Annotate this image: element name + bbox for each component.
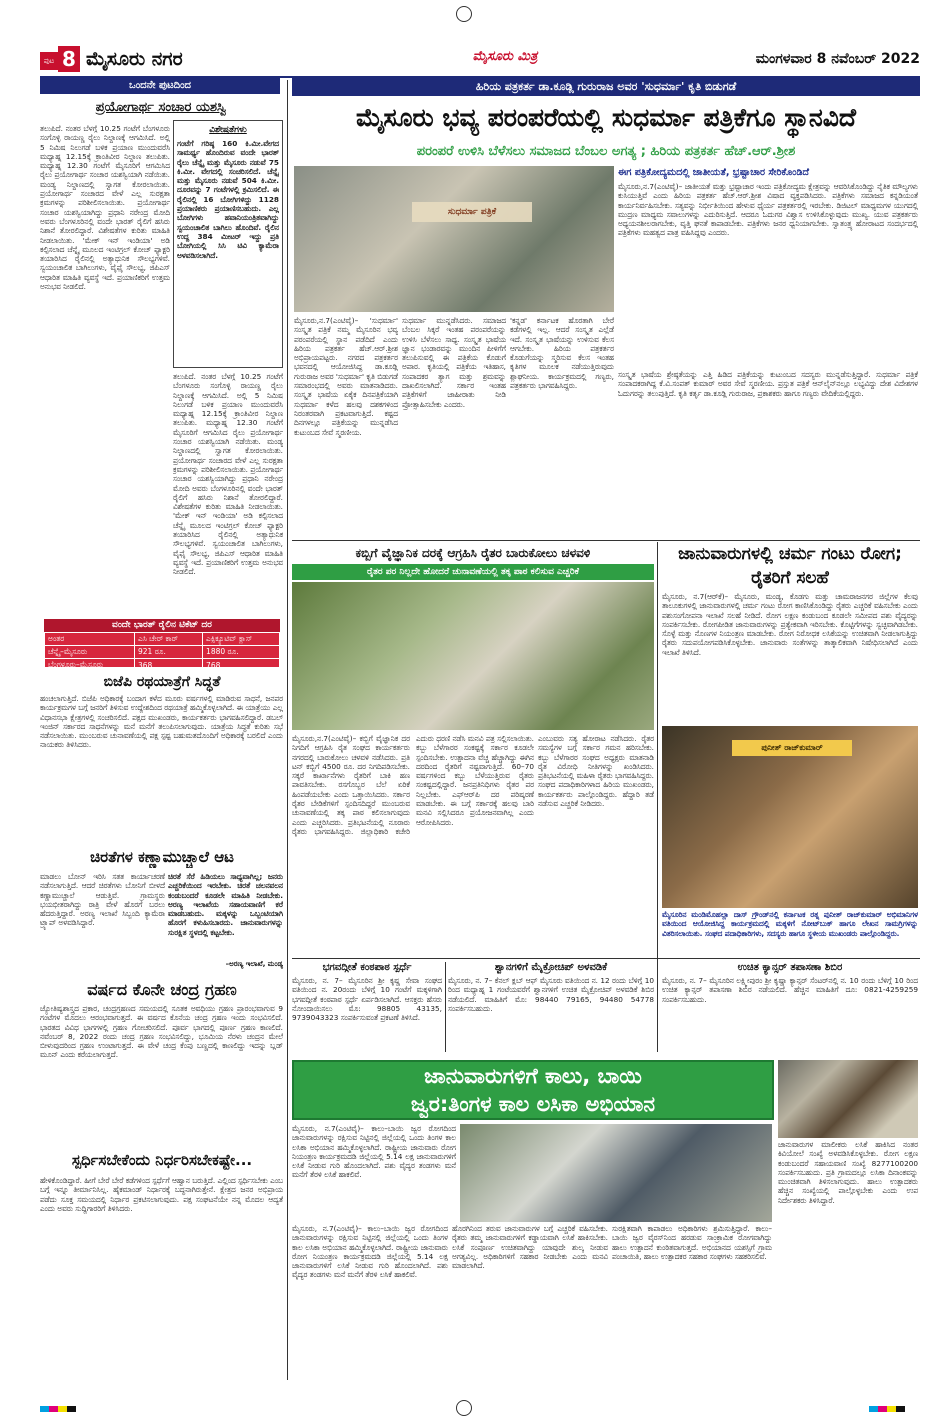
vaccine-headline-line2: ಜ್ವರ:ತಿಂಗಳ ಕಾಲ ಲಸಿಕಾ ಅಭಿಯಾನ xyxy=(410,1092,656,1116)
fare-header: ಅಂತರ xyxy=(45,633,135,646)
eclipse-story-body: ಜ್ಯೋತಿಷ್ಯಶಾಸ್ತ್ರದ ಪ್ರಕಾರ, ಚಂದ್ರಗ್ರಹಣದ ಸಮಯದಲ್ಲಿ ಸೂತಕ ಅವಧಿಯು ಗ್ರಹಣ ಪ್ರಾರಂಭವಾಗುವ 9 ಗಂಟೆಗಳ ಮೊದಲು ಆರಂಭವಾಗುತ್ತದೆ. ಈ ವರ್ಷದ ಕೊನೆಯ ಚಂದ್ರ ಗ್ರಹಣ ಇಂದು ಸಂಭವಿಸಲಿದೆ. ಭಾರತದ ವಿವಿಧ ಭಾಗಗಳಲ್ಲಿ ಗ್ರಹಣ ಗೋಚರಿಸಲಿದೆ. ಪೂರ್ವ ಭಾಗದಲ್ಲಿ ಪೂರ್ಣ ಗ್ರಹಣ ಕಾಣಲಿದೆ. ನವೆಂಬರ್ 8, 2022 ರಂದು ಚಂದ್ರ ಗ್ರಹಣ ಸಂಭವಿಸಲಿದ್ದು, ಭೂಮಿಯ ನೆರಳು ಚಂದ್ರನ ಮೇಲೆ ಬೀಳುವುದರಿಂದ ಗ್ರಹಣ ಉಂಟಾಗುತ್ತದೆ. ಈ ವೇಳೆ ಚಂದ್ರ ಕೆಂಪು ಬಣ್ಣದಲ್ಲಿ ಕಾಣಲಿದ್ದು ಇದನ್ನು ಬ್ಲಡ್ ಮೂನ್ ಎಂದು ಕರೆಯಲಾಗುತ್ತದೆ. xyxy=(40,1004,283,1060)
side-story-headline: ಈಗ ಪತ್ರಿಕೋದ್ಯಮದಲ್ಲಿ ಜಾತೀಯತೆ, ಭ್ರಷ್ಟಾಚಾರ ಸೇರಿಕೊಂಡಿದೆ xyxy=(618,167,809,178)
contest-headline: ಸ್ಪರ್ಧಿಸಬೇಕೆಂದು ನಿರ್ಧರಿಸಬೇಕಷ್ಟೇ... xyxy=(71,1151,253,1169)
fare-header: ಎಸಿ ಚೇರ್ ಕಾರ್ xyxy=(135,633,203,646)
book-release-photo xyxy=(294,166,614,312)
leopard-headline: ಚಿರತೆಗಳ ಕಣ್ಣಾಮುಚ್ಚಾಲೆ ಆಟ xyxy=(90,848,234,866)
lead-body-right: 'ಕನ್ನಡ' ಕರ್ನಾಟಕ ಹೊರತಾಗಿ ಬೇರೆ ಕಡೆಗಳಲ್ಲಿ ಇಲ್ಲ. ಆದರೆ ಸಂಸ್ಕೃತ ಎಲ್ಲೆಡೆ ಇದೆ. ಸಂಸ್ಕೃತ ಭಾಷೆಯನ್ನು ಉಳಿಸುವ ಕೆಲಸ ಆಗಬೇಕು. ಹಿರಿಯ ಪತ್ರಕರ್ತರ ಕೊಡುಗೆಯನ್ನು ಸ್ಮರಿಸುವ ಕೆಲಸ ಇಂತಹ ಕೃತಿಗಳ ಮೂಲಕ ನಡೆಯುತ್ತಿರುವುದು ಶ್ಲಾಘನೀಯ. ಕಾರ್ಯಕ್ರಮದಲ್ಲಿ ಗಣ್ಯರು, ಪತ್ರಕರ್ತರು ಭಾಗವಹಿಸಿದ್ದರು. xyxy=(510,316,614,391)
fare-cell: ಚೆನ್ನೈ–ಮೈಸೂರು xyxy=(45,646,135,659)
side-story-body: ಮೈಸೂರು,ನ.7(ಎಂಟಿವೈ)– ಜಾತೀಯತೆ ಮತ್ತು ಭ್ರಷ್ಟಾಚಾರ ಇಂದು ಪತ್ರಿಕೋದ್ಯಮ ಕ್ಷೇತ್ರವನ್ನು ಆವರಿಸಿಕೊಂಡಿದ್ದು ನೈತಿಕ ಮೌಲ್ಯಗಳು ಕುಸಿಯುತ್ತಿವೆ ಎಂದು ಹಿರಿಯ ಪತ್ರಕರ್ತ ಹೆಚ್.ಆರ್.ಶ್ರೀಶ ವಿಷಾದ ವ್ಯಕ್ತಪಡಿಸಿದರು. ಪತ್ರಿಕೆಗಳು ಸಮಾಜದ ಕನ್ನಡಿಯಂತೆ ಕಾರ್ಯನಿರ್ವಹಿಸಬೇಕು. ಸತ್ಯವನ್ನು ನಿರ್ಭೀತಿಯಿಂದ ಹೇಳುವ ಧೈರ್ಯ ಪತ್ರಕರ್ತರಲ್ಲಿ ಇರಬೇಕು. ಡಿಜಿಟಲ್ ಮಾಧ್ಯಮಗಳ ಯುಗದಲ್ಲಿ ಮುದ್ರಣ ಮಾಧ್ಯಮ ಸವಾಲುಗಳನ್ನು ಎದುರಿಸುತ್ತಿದೆ. ಆದರೂ ಓದುಗರ ವಿಶ್ವಾಸ ಉಳಿಸಿಕೊಳ್ಳುವುದು ಮುಖ್ಯ. ಯುವ ಪತ್ರಕರ್ತರು ಅಧ್ಯಯನಶೀಲರಾಗಬೇಕು, ವೃತ್ತಿ ಘನತೆ ಕಾಪಾಡಬೇಕು. ಪತ್ರಿಕೆಗಳು ಜನರ ಧ್ವನಿಯಾಗಬೇಕು. ಸ್ವಾತಂತ್ರ್ಯ ಹೋರಾಟದ ಸಂದರ್ಭದಲ್ಲಿ ಪತ್ರಿಕೆಗಳು ಮಹತ್ವದ ಪಾತ್ರ ವಹಿಸಿದ್ದವು ಎಂದರು. xyxy=(618,182,918,238)
briefs-top-rule xyxy=(292,958,920,959)
specs-body: ಗಂಟೆಗೆ ಗರಿಷ್ಠ 160 ಕಿ.ಮೀ.ವೇಗದ ಸಾಮರ್ಥ್ಯ ಹೊಂದಿರುವ ವಂದೇ ಭಾರತ್ ರೈಲು ಚೆನ್ನೈ ಮತ್ತು ಮೈಸೂರು ನಡುವೆ 75 ಕಿ.ಮೀ. ವೇಗದಲ್ಲಿ ಸಂಚರಿಸಲಿದೆ. ಚೆನ್ನೈ ಮತ್ತು ಮೈಸೂರು ನಡುವೆ 504 ಕಿ.ಮೀ. ದೂರವನ್ನು 7 ಗಂಟೆಗಳಲ್ಲಿ ಕ್ರಮಿಸಲಿದೆ. ಈ ರೈಲಿನಲ್ಲಿ 16 ಬೋಗಿಗಳಿದ್ದು 1128 ಪ್ರಯಾಣಿಕರು ಪ್ರಯಾಣಿಸಬಹುದು. ಎಲ್ಲ ಬೋಗಿಗಳು ಹವಾನಿಯಂತ್ರಿತವಾಗಿದ್ದು ಸ್ವಯಂಚಾಲಿತ ಬಾಗಿಲು ಹೊಂದಿವೆ. ರೈಲಿನ ಉದ್ದ 384 ಮೀಟರ್ ಇದ್ದು ಪ್ರತಿ ಬೋಗಿಯಲ್ಲಿ ಸಿಸಿ ಟಿವಿ ಕ್ಯಾಮೆರಾ ಅಳವಡಿಸಲಾಗಿದೆ. xyxy=(177,139,279,260)
fare-cell: 368 xyxy=(135,659,203,672)
page-label: ಪುಟ xyxy=(40,52,58,70)
left-kicker: ಒಂದನೇ ಪುಟದಿಂದ xyxy=(40,78,280,94)
event-photo-caption: ಮೈಸೂರಿನ ಮಂಡಿಮೊಹಲ್ಲಾ ದಾಸ್ ಗ್ರೌಂಡ್‌ನಲ್ಲಿ ಕರ್ನಾಟಕ ರತ್ನ ಪುನೀತ್ ರಾಜ್‌ಕುಮಾರ್ ಅಭಿಮಾನಿಗಳ ವತಿಯಿಂದ ಆಯೋಜಿಸಿದ್ದ ಕಾರ್ಯಕ್ರಮದಲ್ಲಿ ಮಕ್ಕಳಿಗೆ ನೋಟ್‌ಬುಕ್ ಹಾಗೂ ಲೇಖನ ಸಾಮಗ್ರಿಗಳನ್ನು ವಿತರಿಸಲಾಯಿತು. ಸಂಘದ ಪದಾಧಿಕಾರಿಗಳು, ಸದಸ್ಯರು ಹಾಗೂ ಸ್ಥಳೀಯ ಮುಖಂಡರು ಪಾಲ್ಗೊಂಡಿದ್ದರು. xyxy=(662,910,918,938)
leopard-box xyxy=(168,872,283,972)
vaccine-body-4: ಜಾನುವಾರುಗಳ ಮಾಲೀಕರು ಲಸಿಕೆ ಹಾಕಿಸಿದ ನಂತರ ಕಿವಿಯೋಲೆ ಸಂಖ್ಯೆ ಅಳವಡಿಸಿಕೊಳ್ಳಬೇಕು. ರೋಗ ಲಕ್ಷಣ ಕಂಡುಬಂದರೆ ಸಹಾಯವಾಣಿ ಸಂಖ್ಯೆ 8277100200 ಸಂಪರ್ಕಿಸಬಹುದು. ಪ್ರತಿ ಗ್ರಾಮದಲ್ಲೂ ಲಸಿಕಾ ದಿನಾಂಕವನ್ನು ಮುಂಚಿತವಾಗಿ ತಿಳಿಸಲಾಗುವುದು. ಹಾಲು ಉತ್ಪಾದಕರು ಹೆಚ್ಚಿನ ಸಂಖ್ಯೆಯಲ್ಲಿ ಪಾಲ್ಗೊಳ್ಳಬೇಕು ಎಂದು ಉಪ ನಿರ್ದೇಶಕರು ತಿಳಿಸಿದ್ದಾರೆ. xyxy=(778,1140,918,1205)
brief-microchip xyxy=(448,960,654,1056)
photo-banner: ಸುಧರ್ಮಾ ಪತ್ರಿಕೆ xyxy=(412,202,532,222)
event-banner: ಪುನೀತ್ ರಾಜ್‌ಕುಮಾರ್ xyxy=(732,740,852,756)
leopard-box-credit: –ಅರಣ್ಯ ಇಲಾಖೆ, ಮಂಡ್ಯ xyxy=(225,960,283,968)
registration-mark xyxy=(456,6,472,22)
bjp-headline: ಬಿಜೆಪಿ ರಥಯಾತ್ರೆಗೆ ಸಿದ್ಧತೆ xyxy=(103,674,221,690)
fare-cell: ಬೆಂಗಳೂರು–ಮೈಸೂರು xyxy=(45,659,135,672)
lead-headline: ಮೈಸೂರು ಭವ್ಯ ಪರಂಪರೆಯಲ್ಲಿ ಸುಧರ್ಮಾ ಪತ್ರಿಕೆಗೂ ಸ್ಥಾನವಿದೆ xyxy=(355,103,857,132)
event-photo xyxy=(662,726,918,908)
vaccine-headline-line1: ಜಾನುವಾರುಗಳಿಗೆ ಕಾಲು, ಬಾಯಿ xyxy=(424,1064,642,1088)
issue-date: ಮಂಗಳವಾರ 8 ನವೆಂಬರ್ 2022 xyxy=(755,51,920,67)
column-divider xyxy=(287,80,288,1380)
page-header xyxy=(40,44,920,74)
railway-story-body: ತಲುಪಿದೆ. ನಂತರ ಬೆಳಗ್ಗೆ 10.25 ಗಂಟೆಗೆ ಬೆಂಗಳೂರು ಸಂಗೊಳ್ಳಿ ರಾಯಣ್ಣ ರೈಲು ನಿಲ್ದಾಣಕ್ಕೆ ಆಗಮಿಸಿದೆ. ಅಲ್ಲಿ 5 ನಿಮಿಷ ನಿಲುಗಡೆ ಬಳಿಕ ಪ್ರಯಾಣ ಮುಂದುವರೆಸಿ ಮಧ್ಯಾಹ್ನ 12.15ಕ್ಕೆ ಕ್ರಾಂತಿವೀರ ನಿಲ್ದಾಣ ತಲುಪಿತು. ಮಧ್ಯಾಹ್ನ 12.30 ಗಂಟೆಗೆ ಮೈಸೂರಿಗೆ ಆಗಮಿಸಿದ ರೈಲು ಪ್ರಯೋಗಾರ್ಥ ಸಂಚಾರ ಯಶಸ್ವಿಯಾಗಿ ನಡೆಯಿತು. ಮಂಡ್ಯ ನಿಲ್ದಾಣದಲ್ಲಿ ಸ್ವಾಗತ ಕೋರಲಾಯಿತು. ಪ್ರಯೋಗಾರ್ಥ ಸಂಚಾರದ ವೇಳೆ ಎಲ್ಲ ಸುರಕ್ಷತಾ ಕ್ರಮಗಳನ್ನು ಪರಿಶೀಲಿಸಲಾಯಿತು. ಪ್ರಯೋಗಾರ್ಥ ಸಂಚಾರ ಯಶಸ್ವಿಯಾಗಿದ್ದು ಪ್ರಧಾನಿ ನರೇಂದ್ರ ಮೋದಿ ಅವರು ಬೆಂಗಳೂರಿನಲ್ಲಿ ವಂದೇ ಭಾರತ್ ರೈಲಿಗೆ ಹಸಿರು ನಿಶಾನೆ ತೋರಲಿದ್ದಾರೆ. ವಿಶೇಷತೆಗಳ ಕುರಿತು ಮಾಹಿತಿ ನೀಡಲಾಯಿತು. 'ಮೇಕ್ ಇನ್ ಇಂಡಿಯಾ' ಅಡಿ ಕಲ್ಪಿಸಲಾದ ಚೆನ್ನೈ ಮೂಲದ ಇಂಟಿಗ್ರಲ್ ಕೋಚ್ ಫ್ಯಾಕ್ಟರಿ ತಯಾರಿಸಿದ ರೈಲಿನಲ್ಲಿ ಅತ್ಯಾಧುನಿಕ ಸೌಲಭ್ಯಗಳಿವೆ. ಸ್ವಯಂಚಾಲಿತ ಬಾಗಿಲುಗಳು, ವೈಫೈ ಸೌಲಭ್ಯ, ಜಿಪಿಎಸ್ ಆಧಾರಿತ ಮಾಹಿತಿ ವ್ಯವಸ್ಥೆ ಇದೆ. ಪ್ರಯಾಣಿಕರಿಗೆ ಉತ್ತಮ ಅನುಭವ ನೀಡಲಿದೆ. xyxy=(40,124,170,292)
page-number: 8 xyxy=(58,46,80,72)
farmer-headline: ಕಬ್ಬಿಗೆ ವೈಜ್ಞಾನಿಕ ದರಕ್ಕೆ ಆಗ್ರಹಿಸಿ ರೈತರ ಬಾರುಕೋಲು ಚಳವಳಿ xyxy=(355,546,591,560)
leopard-box-text: ಚಿರತೆ ಸೆರೆ ಹಿಡಿಯಲು ಸಾಧ್ಯವಾಗಿಲ್ಲ; ಜನರು ಎಚ್ಚರಿಕೆಯಿಂದ ಇರಬೇಕು. ಚಿರತೆ ಚಲನವಲನ ಕಂಡುಬಂದರೆ ಕೂಡಲೇ ಮಾಹಿತಿ ನೀಡಬೇಕು. ಅರಣ್ಯ ಇಲಾಖೆಯ ಸಹಾಯವಾಣಿಗೆ ಕರೆ ಮಾಡಬಹುದು. ಮಕ್ಕಳನ್ನು ಒಬ್ಬಂಟಿಯಾಗಿ ಹೊರಗೆ ಕಳುಹಿಸಬಾರದು. ಜಾನುವಾರುಗಳನ್ನು ಸುರಕ್ಷಿತ ಸ್ಥಳದಲ್ಲಿ ಕಟ್ಟಬೇಕು. xyxy=(168,872,283,937)
farmer-subhead: ರೈತರ ಪರ ನಿಲ್ಲದೇ ಹೋದರೆ ಚುನಾವಣೆಯಲ್ಲಿ ತಕ್ಕ ಪಾಠ ಕಲಿಸುವ ಎಚ್ಚರಿಕೆ xyxy=(292,564,654,580)
farmer-story-body: ಮೈಸೂರು,ನ.7(ಎಂಟಿವೈ)– ಕಬ್ಬಿಗೆ ವೈಜ್ಞಾನಿಕ ದರ ನಿಗದಿಗೆ ಆಗ್ರಹಿಸಿ ರೈತ ಸಂಘದ ಕಾರ್ಯಕರ್ತರು ನಗರದಲ್ಲಿ ಬಾರುಕೋಲು ಚಳವಳಿ ನಡೆಸಿದರು. ಪ್ರತಿ ಟನ್ ಕಬ್ಬಿಗೆ 4500 ರೂ. ದರ ನಿಗದಿಪಡಿಸಬೇಕು. ಸಕ್ಕರೆ ಕಾರ್ಖಾನೆಗಳು ರೈತರಿಗೆ ಬಾಕಿ ಹಣ ಪಾವತಿಸಬೇಕು. ರಸಗೊಬ್ಬರ ಬೆಲೆ ಏರಿಕೆ ಹಿಂಪಡೆಯಬೇಕು ಎಂದು ಒತ್ತಾಯಿಸಿದರು. ಸರ್ಕಾರ ರೈತರ ಬೇಡಿಕೆಗಳಿಗೆ ಸ್ಪಂದಿಸದಿದ್ದರೆ ಮುಂಬರುವ ಚುನಾವಣೆಯಲ್ಲಿ ತಕ್ಕ ಪಾಠ ಕಲಿಸಲಾಗುವುದು ಎಂದು ಎಚ್ಚರಿಸಿದರು. ಪ್ರತಿಭಟನೆಯಲ್ಲಿ ನೂರಾರು ರೈತರು ಭಾಗವಹಿಸಿದ್ದರು. ಜಿಲ್ಲಾಧಿಕಾರಿ ಕಚೇರಿ ಎದುರು ಧರಣಿ ನಡೆಸಿ ಮನವಿ ಪತ್ರ ಸಲ್ಲಿಸಲಾಯಿತು. ಕಬ್ಬು ಬೆಳೆಗಾರರ ಸಂಕಷ್ಟಕ್ಕೆ ಸರ್ಕಾರ ಕೂಡಲೇ ಸ್ಪಂದಿಸಬೇಕು. ಉತ್ಪಾದನಾ ವೆಚ್ಚ ಹೆಚ್ಚಾಗಿದ್ದು ಈಗಿನ ದರದಿಂದ ರೈತರಿಗೆ ನಷ್ಟವಾಗುತ್ತಿದೆ. 60–70 ವರ್ಷಗಳಿಂದ ಕಬ್ಬು ಬೆಳೆಯುತ್ತಿರುವ ರೈತರು ಸಂಕಷ್ಟದಲ್ಲಿದ್ದಾರೆ. ಜನಪ್ರತಿನಿಧಿಗಳು ರೈತರ ಪರ ನಿಲ್ಲಬೇಕು. ಎಫ್‌ಆರ್‌ಪಿ ದರ ಪರಿಷ್ಕರಣೆ ಮಾಡಬೇಕು. ಈ ಬಗ್ಗೆ ಸರ್ಕಾರಕ್ಕೆ ಹಲವು ಬಾರಿ ಮನವಿ ಸಲ್ಲಿಸಿದರೂ ಪ್ರಯೋಜನವಾಗಿಲ್ಲ ಎಂದು ಆರೋಪಿಸಿದರು. xyxy=(292,734,534,836)
railway-story-body-cont: ತಲುಪಿದೆ. ನಂತರ ಬೆಳಗ್ಗೆ 10.25 ಗಂಟೆಗೆ ಬೆಂಗಳೂರು ಸಂಗೊಳ್ಳಿ ರಾಯಣ್ಣ ರೈಲು ನಿಲ್ದಾಣಕ್ಕೆ ಆಗಮಿಸಿದೆ. ಅಲ್ಲಿ 5 ನಿಮಿಷ ನಿಲುಗಡೆ ಬಳಿಕ ಪ್ರಯಾಣ ಮುಂದುವರೆಸಿ ಮಧ್ಯಾಹ್ನ 12.15ಕ್ಕೆ ಕ್ರಾಂತಿವೀರ ನಿಲ್ದಾಣ ತಲುಪಿತು. ಮಧ್ಯಾಹ್ನ 12.30 ಗಂಟೆಗೆ ಮೈಸೂರಿಗೆ ಆಗಮಿಸಿದ ರೈಲು ಪ್ರಯೋಗಾರ್ಥ ಸಂಚಾರ ಯಶಸ್ವಿಯಾಗಿ ನಡೆಯಿತು. ಮಂಡ್ಯ ನಿಲ್ದಾಣದಲ್ಲಿ ಸ್ವಾಗತ ಕೋರಲಾಯಿತು. ಪ್ರಯೋಗಾರ್ಥ ಸಂಚಾರದ ವೇಳೆ ಎಲ್ಲ ಸುರಕ್ಷತಾ ಕ್ರಮಗಳನ್ನು ಪರಿಶೀಲಿಸಲಾಯಿತು. ಪ್ರಯೋಗಾರ್ಥ ಸಂಚಾರ ಯಶಸ್ವಿಯಾಗಿದ್ದು ಪ್ರಧಾನಿ ನರೇಂದ್ರ ಮೋದಿ ಅವರು ಬೆಂಗಳೂರಿನಲ್ಲಿ ವಂದೇ ಭಾರತ್ ರೈಲಿಗೆ ಹಸಿರು ನಿಶಾನೆ ತೋರಲಿದ್ದಾರೆ. ವಿಶೇಷತೆಗಳ ಕುರಿತು ಮಾಹಿತಿ ನೀಡಲಾಯಿತು. 'ಮೇಕ್ ಇನ್ ಇಂಡಿಯಾ' ಅಡಿ ಕಲ್ಪಿಸಲಾದ ಚೆನ್ನೈ ಮೂಲದ ಇಂಟಿಗ್ರಲ್ ಕೋಚ್ ಫ್ಯಾಕ್ಟರಿ ತಯಾರಿಸಿದ ರೈಲಿನಲ್ಲಿ ಅತ್ಯಾಧುನಿಕ ಸೌಲಭ್ಯಗಳಿವೆ. ಸ್ವಯಂಚಾಲಿತ ಬಾಗಿಲುಗಳು, ವೈಫೈ ಸೌಲಭ್ಯ, ಜಿಪಿಎಸ್ ಆಧಾರಿತ ಮಾಹಿತಿ ವ್ಯವಸ್ಥೆ ಇದೆ. ಪ್ರಯಾಣಿಕರಿಗೆ ಉತ್ತಮ ಅನುಭವ ನೀಡಲಿದೆ. xyxy=(173,372,283,577)
brief-gita-headline: ಭಗವದ್ಗೀತೆ ಕಂಠಪಾಠ ಸ್ಪರ್ಧೆ xyxy=(322,962,412,973)
lead-body-mid: ಸುಧರ್ಮಾ ಮುನ್ನಡೆಸಿದರು. ಸಮಾಜದ ಬೆಂಬಲ ಸಿಕ್ಕರೆ ಇಂತಹ ಪರಂಪರೆಯನ್ನು ಉಳಿಸಿ ಬೆಳೆಸಲು ಸಾಧ್ಯ. ಸಂಸ್ಕೃತ ಭಾಷೆಯ ಜ್ಞಾನ ಭಂಡಾರವನ್ನು ಮುಂದಿನ ಪೀಳಿಗೆಗೆ ತಲುಪಿಸುವಲ್ಲಿ ಈ ಪತ್ರಿಕೆಯ ಕೊಡುಗೆ ಅಪಾರ. ಕೃತಿಯಲ್ಲಿ ಪತ್ರಿಕೆಯ ಇತಿಹಾಸ, ಸಂಪಾದಕರ ತ್ಯಾಗ ಮತ್ತು ಶ್ರಮವನ್ನು ದಾಖಲಿಸಲಾಗಿದೆ. ಸರ್ಕಾರ ಇಂತಹ ಪತ್ರಿಕೆಗಳಿಗೆ ಜಾಹೀರಾತು ನೀಡಿ ಪ್ರೋತ್ಸಾಹಿಸಬೇಕು ಎಂದರು. xyxy=(402,316,506,409)
brief-gita xyxy=(292,960,442,1056)
cattle-story-body: ಮೈಸೂರು, ನ.7(ಆರ್‌ಕೆ)– ಮೈಸೂರು, ಮಂಡ್ಯ, ಕೊಡಗು ಮತ್ತು ಚಾಮರಾಜನಗರ ಜಿಲ್ಲೆಗಳ ಕೆಲವು ತಾಲೂಕುಗಳಲ್ಲಿ ಜಾನುವಾರುಗಳಲ್ಲಿ ಚರ್ಮ ಗಂಟು ರೋಗ ಕಾಣಿಸಿಕೊಂಡಿದ್ದು ರೈತರು ಎಚ್ಚರಿಕೆ ವಹಿಸಬೇಕು ಎಂದು ಪಶುಸಂಗೋಪನಾ ಇಲಾಖೆ ಸಲಹೆ ನೀಡಿದೆ. ರೋಗ ಲಕ್ಷಣ ಕಂಡುಬಂದ ಕೂಡಲೇ ಸಮೀಪದ ಪಶು ವೈದ್ಯರನ್ನು ಸಂಪರ್ಕಿಸಬೇಕು. ರೋಗಪೀಡಿತ ಜಾನುವಾರುಗಳನ್ನು ಪ್ರತ್ಯೇಕವಾಗಿ ಇರಿಸಬೇಕು. ಕೊಟ್ಟಿಗೆಗಳನ್ನು ಸ್ವಚ್ಛವಾಗಿಡಬೇಕು. ಸೊಳ್ಳೆ ಮತ್ತು ನೊಣಗಳ ನಿಯಂತ್ರಣ ಮಾಡಬೇಕು. ರೋಗ ನಿರೋಧಕ ಲಸಿಕೆಯನ್ನು ಉಚಿತವಾಗಿ ನೀಡಲಾಗುತ್ತಿದ್ದು ರೈತರು ಸದುಪಯೋಗಪಡಿಸಿಕೊಳ್ಳಬೇಕು. ಜಾನುವಾರು ಸಂತೆಗಳನ್ನು ತಾತ್ಕಾಲಿಕವಾಗಿ ನಿಷೇಧಿಸಲಾಗಿದೆ ಎಂದು ಇಲಾಖೆ ತಿಳಿಸಿದೆ. xyxy=(662,592,918,657)
masthead: ಮೈಸೂರು ಮಿತ್ರ xyxy=(472,49,538,64)
brief-cancer-body: ಮೈಸೂರು, ನ. 7– ಮೈಸೂರಿನ ಲಕ್ಷ್ಮೀಪುರಂ ಶ್ರೀ ಕೃಷ್ಣಾ ಕ್ಯಾನ್ಸರ್ ಸೆಂಟರ್‌ನಲ್ಲಿ ನ. 10 ರಂದು ಬೆಳಿಗ್ಗೆ 10 ರಿಂದ ಉಚಿತ ಕ್ಯಾನ್ಸರ್ ತಪಾಸಣಾ ಶಿಬಿರ ನಡೆಯಲಿದೆ. ಹೆಚ್ಚಿನ ಮಾಹಿತಿಗೆ ದೂ: 0821-4259259 ಸಂಪರ್ಕಿಸಬಹುದು. xyxy=(662,976,918,1004)
registration-mark xyxy=(456,1400,472,1416)
bjp-story-body: ಹಂಚಲಾಗುತ್ತಿದೆ. ಬಿಜೆಪಿ ಅಧಿಕಾರಕ್ಕೆ ಬಂದಾಗ ಕಳೆದ ಮೂರು ವರ್ಷಗಳಲ್ಲಿ ಮಾಡಿರುವ ಸಾಧನೆ, ಜನಪರ ಕಾರ್ಯಕ್ರಮಗಳ ಬಗ್ಗೆ ಜನರಿಗೆ ತಿಳಿಸುವ ಉದ್ದೇಶದಿಂದ ರಥಯಾತ್ರೆ ಹಮ್ಮಿಕೊಳ್ಳಲಾಗಿದೆ. ಈ ಯಾತ್ರೆಯು ಎಲ್ಲ ವಿಧಾನಸಭಾ ಕ್ಷೇತ್ರಗಳಲ್ಲಿ ಸಂಚರಿಸಲಿದೆ. ಪಕ್ಷದ ಮುಖಂಡರು, ಕಾರ್ಯಕರ್ತರು ಭಾಗವಹಿಸಲಿದ್ದಾರೆ. ಡಬಲ್ ಇಂಜಿನ್ ಸರ್ಕಾರದ ಸಾಧನೆಗಳನ್ನು ಮನೆ ಮನೆಗೆ ತಲುಪಿಸಲಾಗುವುದು. ಯಾತ್ರೆಯ ಸಿದ್ಧತೆ ಕುರಿತು ಸಭೆ ನಡೆಸಲಾಯಿತು. ಮುಂಬರುವ ಚುನಾವಣೆಯಲ್ಲಿ ಪಕ್ಷ ಸ್ಪಷ್ಟ ಬಹುಮತದೊಂದಿಗೆ ಅಧಿಕಾರಕ್ಕೆ ಬರಲಿದೆ ಎಂದು ನಾಯಕರು ತಿಳಿಸಿದರು. xyxy=(40,694,283,750)
fare-cell: 768 xyxy=(203,659,280,672)
brief-gita-body: ಮೈಸೂರು, ನ. 7– ಮೈಸೂರಿನ ಶ್ರೀ ಕೃಷ್ಣ ಸೇವಾ ಸಂಘದ ವತಿಯಿಂದ ನ. 20ರಂದು ಬೆಳಿಗ್ಗೆ 10 ಗಂಟೆಗೆ ಮಕ್ಕಳಿಗಾಗಿ ಭಗವದ್ಗೀತೆ ಕಂಠಪಾಠ ಸ್ಪರ್ಧೆ ಏರ್ಪಡಿಸಲಾಗಿದೆ. ಆಸಕ್ತರು ಹೆಸರು ನೋಂದಾಯಿಸಲು ಮೊ: 98805 43135, 9739043323 ಸಂಪರ್ಕಿಸುವಂತೆ ಪ್ರಕಟಣೆ ತಿಳಿಸಿದೆ. xyxy=(292,976,442,1023)
brief-cancer-headline: ಉಚಿತ ಕ್ಯಾನ್ಸರ್ ತಪಾಸಣಾ ಶಿಬಿರ xyxy=(737,962,843,973)
lead-kicker: ಹಿರಿಯ ಪತ್ರಕರ್ತ ಡಾ.ಕೂಡ್ಲಿ ಗುರುರಾಜ ಅವರ 'ಸುಧರ್ಮಾ' ಕೃತಿ ಬಿಡುಗಡೆ xyxy=(292,78,920,96)
section-title: ಮೈಸೂರು ನಗರ xyxy=(86,48,183,70)
specs-box xyxy=(173,120,283,368)
contest-story-body: ಹೇಳಿಕೊಂಡಿದ್ದಾರೆ. ಹೀಗೆ ಬೇರೆ ಬೇರೆ ಕಡೆಗಳಿಂದ ಸ್ಪರ್ಧೆಗೆ ಆಹ್ವಾನ ಬರುತ್ತಿದೆ. ಎಲ್ಲಿಂದ ಸ್ಪರ್ಧಿಸಬೇಕು ಎಂಬ ಬಗ್ಗೆ ಇನ್ನೂ ತೀರ್ಮಾನಿಸಿಲ್ಲ. ಹೈಕಮಾಂಡ್ ನಿರ್ಧಾರಕ್ಕೆ ಬದ್ಧನಾಗಿರುತ್ತೇನೆ. ಕ್ಷೇತ್ರದ ಜನರ ಅಭಿಪ್ರಾಯ ಪಡೆದು ಸೂಕ್ತ ಸಮಯದಲ್ಲಿ ನಿರ್ಧಾರ ಪ್ರಕಟಿಸಲಾಗುವುದು. ಪಕ್ಷ ಸಂಘಟನೆಯೇ ನನ್ನ ಮೊದಲ ಆದ್ಯತೆ ಎಂದು ಅವರು ಸುದ್ದಿಗಾರರಿಗೆ ತಿಳಿಸಿದರು. xyxy=(40,1176,283,1213)
fare-table-title: ವಂದೇ ಭಾರತ್ ರೈಲಿನ ಟಿಕೆಟ್ ದರ xyxy=(44,619,280,632)
eclipse-headline: ವರ್ಷದ ಕೊನೇ ಚಂದ್ರ ಗ್ರಹಣ xyxy=(87,980,237,999)
railway-headline: ಪ್ರಯೋಗಾರ್ಥ ಸಂಚಾರ ಯಶಸ್ವಿ xyxy=(95,100,227,115)
cows-photo xyxy=(778,1060,918,1138)
brief-cancer xyxy=(662,960,918,1056)
fare-cell: 1880 ರೂ. xyxy=(203,646,280,659)
brief-microchip-body: ಮೈಸೂರು, ನ. 7– ಕೆನಲ್ ಕ್ಲಬ್ ಆಫ್ ಮೈಸೂರು ವತಿಯಿಂದ ನ. 12 ರಂದು ಬೆಳಿಗ್ಗೆ 10 ರಿಂದ ಮಧ್ಯಾಹ್ನ 1 ಗಂಟೆಯವರೆಗೆ ಶ್ವಾನಗಳಿಗೆ ಉಚಿತ ಮೈಕ್ರೋಚಿಪ್ ಅಳವಡಿಕೆ ಶಿಬಿರ ನಡೆಯಲಿದೆ. ಮಾಹಿತಿಗೆ ಮೊ: 98440 79165, 94480 54778 ಸಂಪರ್ಕಿಸಬಹುದು. xyxy=(448,976,654,1013)
fare-table xyxy=(44,619,280,670)
brief-microchip-headline: ಶ್ವಾನಗಳಿಗೆ ಮೈಕ್ರೋಚಿಪ್ ಅಳವಡಿಕೆ xyxy=(494,962,608,973)
vaccine-body-1: ಮೈಸೂರು, ನ.7(ಎಂಟಿವೈ)– ಕಾಲು–ಬಾಯಿ ಜ್ವರ ರೋಗದಿಂದ ಜಾನುವಾರುಗಳನ್ನು ರಕ್ಷಿಸುವ ನಿಟ್ಟಿನಲ್ಲಿ ಜಿಲ್ಲೆಯಲ್ಲಿ ಒಂದು ತಿಂಗಳ ಕಾಲ ಲಸಿಕಾ ಅಭಿಯಾನ ಹಮ್ಮಿಕೊಳ್ಳಲಾಗಿದೆ. ರಾಷ್ಟ್ರೀಯ ಜಾನುವಾರು ರೋಗ ನಿಯಂತ್ರಣ ಕಾರ್ಯಕ್ರಮದಡಿ ಜಿಲ್ಲೆಯಲ್ಲಿ 5.14 ಲಕ್ಷ ಜಾನುವಾರುಗಳಿಗೆ ಲಸಿಕೆ ನೀಡುವ ಗುರಿ ಹೊಂದಲಾಗಿದೆ. ಪಶು ವೈದ್ಯರ ತಂಡಗಳು ಮನೆ ಮನೆಗೆ ತೆರಳಿ ಲಸಿಕೆ ಹಾಕಲಿವೆ. xyxy=(292,1124,456,1180)
vaccine-body-2: ಹೊರಗಿನಿಂದ ತರುವ ಜಾನುವಾರುಗಳ ಬಗ್ಗೆ ಎಚ್ಚರಿಕೆ ವಹಿಸಬೇಕು. ರೈತರು ತಮ್ಮ ಜಾನುವಾರುಗಳಿಗೆ ಕಡ್ಡಾಯವಾಗಿ ಲಸಿಕೆ ಹಾಕಿಸಬೇಕು. ಲಸಿಕೆ ಸಂಪೂರ್ಣ ಉಚಿತವಾಗಿದ್ದು ಯಾವುದೇ ಶುಲ್ಕ ನೀಡುವ ಅಗತ್ಯವಿಲ್ಲ. ಅಧಿಕಾರಿಗಳಿಗೆ ಸಹಕಾರ ನೀಡಬೇಕು ಎಂದು ಮನವಿ ಮಾಡಲಾಗಿದೆ. xyxy=(452,1224,608,1271)
vaccine-body-1-cont: ಮೈಸೂರು, ನ.7(ಎಂಟಿವೈ)– ಕಾಲು–ಬಾಯಿ ಜ್ವರ ರೋಗದಿಂದ ಜಾನುವಾರುಗಳನ್ನು ರಕ್ಷಿಸುವ ನಿಟ್ಟಿನಲ್ಲಿ ಜಿಲ್ಲೆಯಲ್ಲಿ ಒಂದು ತಿಂಗಳ ಕಾಲ ಲಸಿಕಾ ಅಭಿಯಾನ ಹಮ್ಮಿಕೊಳ್ಳಲಾಗಿದೆ. ರಾಷ್ಟ್ರೀಯ ಜಾನುವಾರು ರೋಗ ನಿಯಂತ್ರಣ ಕಾರ್ಯಕ್ರಮದಡಿ ಜಿಲ್ಲೆಯಲ್ಲಿ 5.14 ಲಕ್ಷ ಜಾನುವಾರುಗಳಿಗೆ ಲಸಿಕೆ ನೀಡುವ ಗುರಿ ಹೊಂದಲಾಗಿದೆ. ಪಶು ವೈದ್ಯರ ತಂಡಗಳು ಮನೆ ಮನೆಗೆ ತೆರಳಿ ಲಸಿಕೆ ಹಾಕಲಿವೆ. xyxy=(292,1224,448,1280)
leopard-story-body: ಮಾಡಲು ಬೋನ್ ಇರಿಸಿ ಸತತ ಕಾರ್ಯಾಚರಣೆ ನಡೆಸಲಾಗುತ್ತಿದೆ. ಆದರೆ ಚಿರತೆಗಳು ಬೋನಿಗೆ ಬೀಳದೆ ಕಣ್ಣಾಮುಚ್ಚಾಲೆ ಆಡುತ್ತಿವೆ. ಗ್ರಾಮಸ್ಥರು ಭಯಭೀತರಾಗಿದ್ದು ರಾತ್ರಿ ವೇಳೆ ಹೊರಗೆ ಬರಲು ಹೆದರುತ್ತಿದ್ದಾರೆ. ಅರಣ್ಯ ಇಲಾಖೆ ಸಿಬ್ಬಂದಿ ಕ್ಯಾಮೆರಾ ಟ್ರ್ಯಾಪ್ ಅಳವಡಿಸಿದ್ದಾರೆ. xyxy=(40,872,165,928)
vaccine-body-3: ಸುರಕ್ಷಿತವಾಗಿ ಕಾಪಾಡಲು ಅಧಿಕಾರಿಗಳು ಶ್ರಮಿಸುತ್ತಿದ್ದಾರೆ. ಕಾಲು–ಬಾಯಿ ಜ್ವರ ವೈರಸ್‌ನಿಂದ ಹರಡುವ ಸಾಂಕ್ರಾಮಿಕ ರೋಗವಾಗಿದ್ದು ಹಾಲು ಉತ್ಪಾದನೆ ಕುಂಠಿತವಾಗುತ್ತದೆ. ಅಭಿಯಾನದ ಯಶಸ್ಸಿಗೆ ಗ್ರಾಮ ಪಂಚಾಯಿತಿ, ಹಾಲು ಉತ್ಪಾದಕರ ಸಹಕಾರ ಸಂಘಗಳು ಸಹಕರಿಸಲಿವೆ. xyxy=(612,1224,772,1261)
farmers-protest-photo xyxy=(292,582,654,730)
lead-body-lower-right: ಸಂಸ್ಕೃತ ಭಾಷೆಯ ಶ್ರೇಷ್ಠತೆಯನ್ನು ಎತ್ತಿ ಹಿಡಿದ ಪತ್ರಿಕೆಯನ್ನು ಕುಟುಂಬದ ಸದಸ್ಯರು ಮುನ್ನಡೆಸುತ್ತಿದ್ದಾರೆ. ಸುಧರ್ಮಾ ಪತ್ರಿಕೆ ಸಂಪಾದಕರಾಗಿದ್ದ ಕೆ.ವಿ.ಸಂಪತ್ ಕುಮಾರ್ ಅವರ ಸೇವೆ ಸ್ಮರಣೀಯ. ಪ್ರಸ್ತುತ ಪತ್ರಿಕೆ ಆನ್‌ಲೈನ್‌ನಲ್ಲೂ ಲಭ್ಯವಿದ್ದು ದೇಶ ವಿದೇಶಗಳ ಓದುಗರನ್ನು ತಲುಪುತ್ತಿದೆ. ಕೃತಿ ಕರ್ತೃ ಡಾ.ಕೂಡ್ಲಿ ಗುರುರಾಜ, ಪ್ರಕಾಶಕರು ಹಾಗೂ ಗಣ್ಯರು ವೇದಿಕೆಯಲ್ಲಿದ್ದರು. xyxy=(618,370,918,398)
cattle-headline: ಜಾನುವಾರುಗಳಲ್ಲಿ ಚರ್ಮ ಗಂಟು ರೋಗ; ರೈತರಿಗೆ ಸಲಹೆ xyxy=(678,544,902,588)
fare-header: ಎಕ್ಸಿಕ್ಯೂಟಿವ್ ಕ್ಲಾಸ್ xyxy=(203,633,280,646)
color-bar xyxy=(869,1406,905,1412)
lead-subhead: ಪರಂಪರೆ ಉಳಿಸಿ ಬೆಳೆಸಲು ಸಮಾಜದ ಬೆಂಬಲ ಅಗತ್ಯ ; ಹಿರಿಯ ಪತ್ರಕರ್ತ ಹೆಚ್.ಆರ್.ಶ್ರೀಶ xyxy=(416,144,796,159)
brief-divider xyxy=(657,962,658,1052)
color-bar xyxy=(40,1406,76,1412)
lead-bottom-rule xyxy=(292,540,920,541)
specs-title: ವಿಶೇಷತೆಗಳು xyxy=(209,125,247,135)
lead-body-left: ಮೈಸೂರು,ನ.7(ಎಂಟಿವೈ)– 'ಸುಧರ್ಮಾ' ಸಂಸ್ಕೃತ ಪತ್ರಿಕೆ ನಮ್ಮ ಮೈಸೂರಿನ ಭವ್ಯ ಪರಂಪರೆಯಲ್ಲಿ ಸ್ಥಾನ ಪಡೆದಿದೆ ಎಂದು ಹಿರಿಯ ಪತ್ರಕರ್ತ ಹೆಚ್.ಆರ್.ಶ್ರೀಶ ಅಭಿಪ್ರಾಯಪಟ್ಟರು. ನಗರದ ಪತ್ರಕರ್ತರ ಭವನದಲ್ಲಿ ಆಯೋಜಿಸಿದ್ದ ಡಾ.ಕೂಡ್ಲಿ ಗುರುರಾಜ ಅವರ 'ಸುಧರ್ಮಾ' ಕೃತಿ ಬಿಡುಗಡೆ ಸಮಾರಂಭದಲ್ಲಿ ಅವರು ಮಾತನಾಡಿದರು. ಸಂಸ್ಕೃತ ಭಾಷೆಯ ಏಕೈಕ ದಿನಪತ್ರಿಕೆಯಾಗಿ ಸುಧರ್ಮಾ ಕಳೆದ ಹಲವು ದಶಕಗಳಿಂದ ನಿರಂತರವಾಗಿ ಪ್ರಕಟವಾಗುತ್ತಿದೆ. ಕಷ್ಟದ ದಿನಗಳಲ್ಲೂ ಪತ್ರಿಕೆಯನ್ನು ಮುನ್ನಡೆಸಿದ ಕುಟುಂಬದ ಸೇವೆ ಸ್ಮರಣೀಯ. xyxy=(294,316,398,437)
mid-story-body: ಎಂಬುವರು ಸತ್ಯ ಹೋರಾಟ ನಡೆಸಿದರು. ರೈತರ ಸಮಸ್ಯೆಗಳ ಬಗ್ಗೆ ಸರ್ಕಾರ ಗಮನ ಹರಿಸಬೇಕು. ಕಬ್ಬು ಬೆಳೆಗಾರರ ಸಂಘದ ಅಧ್ಯಕ್ಷರು ಮಾತನಾಡಿ ರೈತ ವಿರೋಧಿ ನೀತಿಗಳನ್ನು ಖಂಡಿಸಿದರು. ಪ್ರತಿಭಟನೆಯಲ್ಲಿ ಮಹಿಳಾ ರೈತರು ಭಾಗವಹಿಸಿದ್ದರು. ಸಂಘದ ಪದಾಧಿಕಾರಿಗಳಾದ ಹಿರಿಯ ಮುಖಂಡರು, ಕಾರ್ಯಕರ್ತರು ಪಾಲ್ಗೊಂಡಿದ್ದರು. ಹೆದ್ದಾರಿ ತಡೆ ನಡೆಸುವ ಎಚ್ಚರಿಕೆ ನೀಡಿದರು. xyxy=(538,734,654,809)
brief-divider xyxy=(445,962,446,1052)
fare-table-grid xyxy=(44,632,280,672)
vaccination-photo xyxy=(460,1124,772,1222)
cattle-divider xyxy=(657,542,658,962)
fare-cell: 921 ರೂ. xyxy=(135,646,203,659)
vaccine-headline-box xyxy=(292,1060,774,1120)
